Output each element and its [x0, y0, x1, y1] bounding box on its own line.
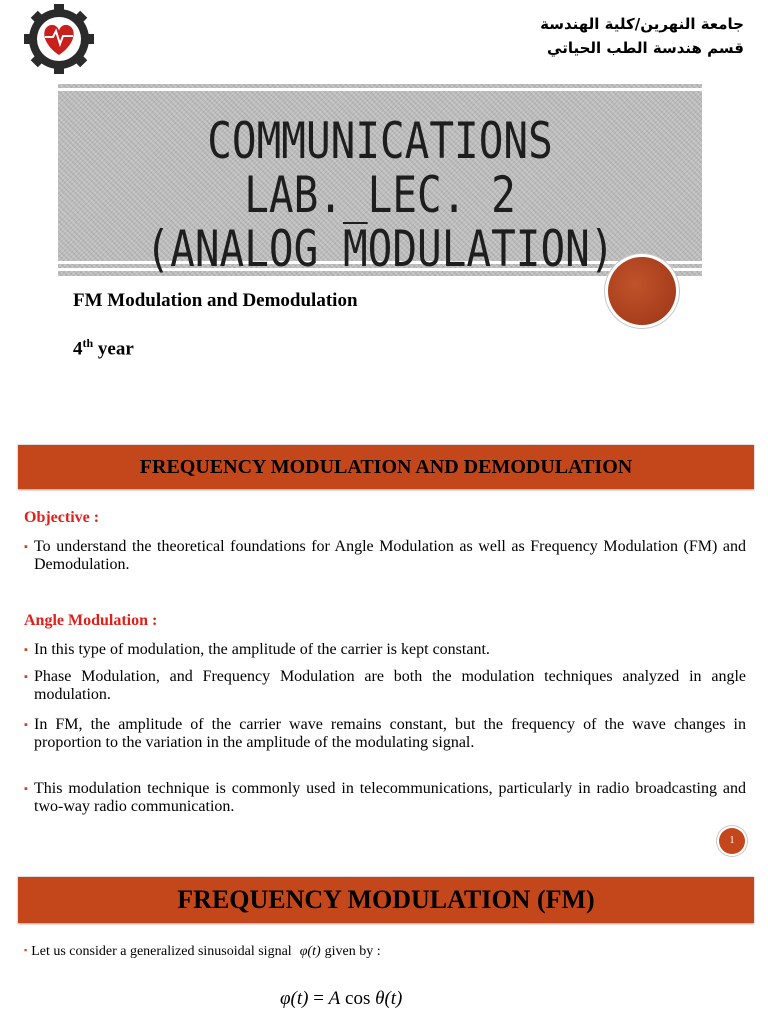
list-item [24, 716, 746, 751]
university-header [540, 12, 744, 60]
university-name: جامعة النهرين/كلية الهندسة [540, 15, 744, 33]
list-item-text: In FM, the amplitude of the carrier wave remains constant, but the frequency of the wave changes in proportion to the variation in the amplitude of the modulating signal. [34, 716, 746, 751]
year-label [73, 336, 134, 360]
list-item-text: Phase Modulation, and Frequency Modulation are both the modulation techniques analyzed in angle modulation. [34, 668, 746, 703]
university-logo-icon [22, 4, 96, 74]
list-item [24, 641, 746, 660]
bullet-square-icon: ▪ [24, 945, 28, 955]
page-number-badge: 1 [719, 828, 745, 854]
year-suffix: th [82, 336, 94, 350]
objective-text: To understand the theoretical foundations for Angle Modulation as well as Frequency Modulation (FM) and Demodulation. [34, 538, 746, 573]
objective-item [24, 538, 746, 573]
list-item [24, 668, 746, 703]
section-title-bar-fm: FREQUENCY MODULATION (FM) [18, 876, 754, 923]
decorative-circle [608, 257, 676, 325]
bullet-square-icon: ▪ [24, 644, 28, 656]
bullet-square-icon: ▪ [24, 671, 28, 683]
signal-symbol: φ(t) [299, 944, 321, 959]
objective-heading: Objective : [24, 509, 100, 526]
signal-equation [280, 988, 402, 1010]
fm-intro-suffix: given by : [324, 944, 381, 959]
fm-intro-line [24, 944, 381, 960]
equation-amplitude: A [328, 988, 341, 1009]
banner-rule-top [58, 88, 702, 91]
lecture-title-line1: COMMUNICATIONS LAB._LEC. 2 [207, 112, 553, 224]
angle-modulation-heading: Angle Modulation : [24, 612, 158, 629]
lecture-subtitle: FM Modulation and Demodulation [73, 290, 358, 311]
lecture-title [116, 114, 644, 276]
section-title-bar: FREQUENCY MODULATION AND DEMODULATION [18, 444, 754, 489]
department-name: قسم هندسة الطب الحياتي [547, 39, 744, 57]
list-item [24, 780, 746, 815]
equation-lhs: φ(t) [280, 988, 309, 1009]
lecture-title-line2: (ANALOG MODULATION) [145, 220, 615, 278]
year-number: 4 [73, 338, 83, 360]
list-item-text: This modulation technique is commonly used in telecommunications, particularly in radio broadcasting and two-way radio communication. [34, 780, 746, 815]
bullet-square-icon: ▪ [24, 783, 28, 795]
equation-cos: cos [340, 988, 376, 1009]
bullet-square-icon: ▪ [24, 719, 28, 731]
title-banner [58, 84, 702, 276]
bullet-square-icon: ▪ [24, 541, 28, 553]
equation-equals: = [308, 988, 329, 1009]
list-item-text: In this type of modulation, the amplitude of the carrier is kept constant. [34, 641, 490, 658]
equation-theta: θ(t) [375, 988, 403, 1009]
year-word: year [93, 338, 134, 360]
fm-intro-text: Let us consider a generalized sinusoidal signal [31, 944, 292, 959]
